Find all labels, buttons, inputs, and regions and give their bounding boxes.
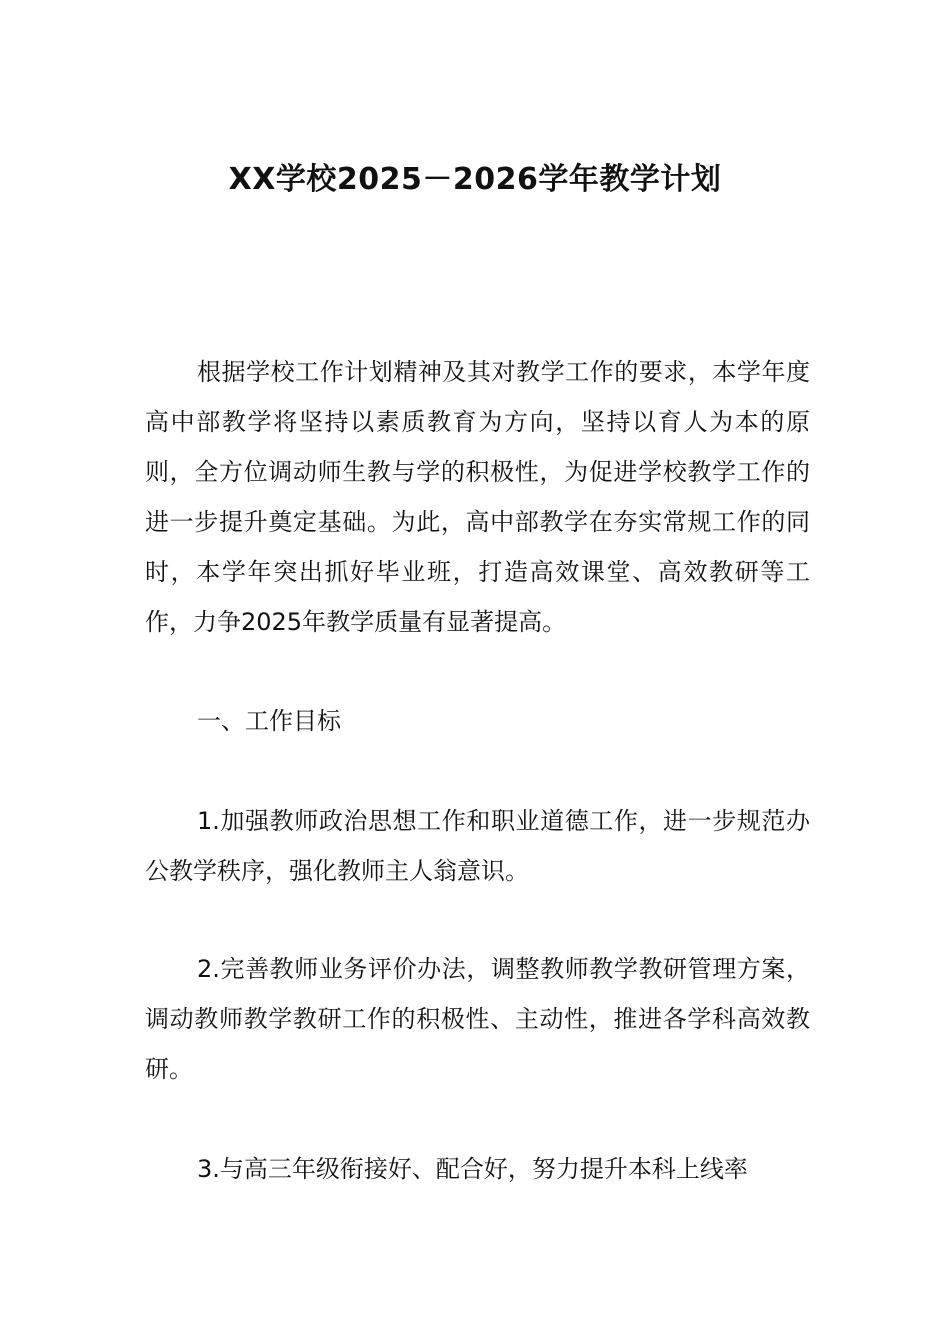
document-title: XX学校2025－2026学年教学计划 bbox=[228, 162, 722, 197]
goal-item-2: 2.完善教师业务评价办法，调整教师教学教研管理方案，调动教师教学教研工作的积极性、主动性，推进各学科高效教研。 bbox=[145, 955, 810, 1083]
goal-item-1: 1.加强教师政治思想工作和职业道德工作，进一步规范办公教学秩序，强化教师主人翁意识。 bbox=[145, 807, 810, 885]
intro-paragraph: 根据学校工作计划精神及其对教学工作的要求，本学年度高中部教学将坚持以素质教育为方向，坚持以育人为本的原则，全方位调动师生教与学的积极性，为促进学校教学工作的进一步提升奠定基础。为此，高中部教学在夯实常规工作的同时，本学年突出抓好毕业班，打造高效课堂、高效教研等工作，力争2025年教学质量有显著提高。 bbox=[145, 358, 810, 636]
goal-item-3: 3.与高三年级衔接好、配合好，努力提升本科上线率 bbox=[197, 1155, 748, 1183]
section-heading: 一、工作目标 bbox=[197, 707, 341, 735]
